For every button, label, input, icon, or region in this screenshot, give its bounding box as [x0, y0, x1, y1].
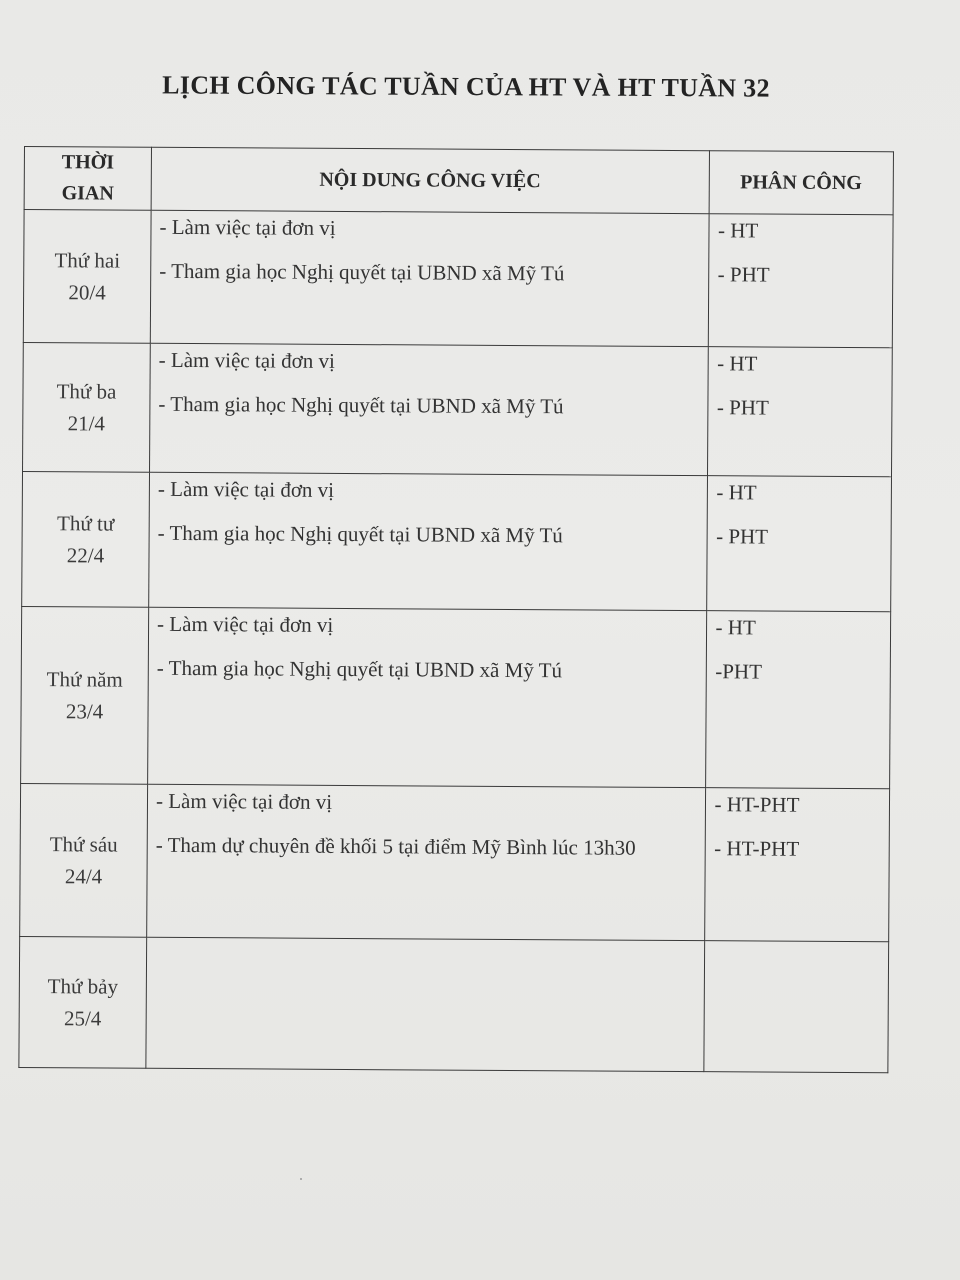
assignment-cell — [704, 788, 889, 942]
table-row — [22, 471, 892, 611]
time-cell — [19, 936, 147, 1068]
date-label: 24/4 — [64, 864, 103, 889]
day-label: Thứ sáu — [49, 832, 118, 857]
header-time-line1: THỜI — [61, 151, 115, 174]
schedule-table — [18, 146, 894, 1073]
assignee-item: - HT — [717, 218, 759, 243]
content-cell — [148, 607, 707, 787]
task-item: - Tham gia học Nghị quyết tại UBND xã Mỹ Tú — [156, 655, 563, 683]
content-cell — [150, 210, 708, 346]
paper-speck — [300, 1178, 302, 1180]
day-label: Thứ tư — [57, 511, 115, 536]
date-label: 20/4 — [68, 280, 106, 305]
task-item: - Làm việc tại đơn vị — [157, 476, 335, 502]
day-label: Thứ bảy — [47, 974, 119, 999]
assignment-cell — [705, 611, 891, 789]
table-row — [20, 783, 890, 941]
task-item: - Làm việc tại đơn vị — [159, 214, 336, 240]
assignee-item: - HT-PHT — [714, 836, 800, 861]
assignee-item: - HT — [715, 615, 756, 640]
task-item: - Tham dự chuyên đề khối 5 tại điểm Mỹ Bình lúc 13h30 — [155, 832, 636, 860]
day-label: Thứ ba — [56, 379, 117, 404]
header-time — [24, 147, 151, 211]
time-cell — [23, 342, 151, 472]
assignment-cell — [707, 347, 892, 477]
date-label: 25/4 — [63, 1006, 102, 1031]
assignee-item: - HT — [717, 351, 758, 376]
content-cell — [149, 472, 707, 610]
time-cell — [23, 210, 151, 344]
assignee-item: - PHT — [716, 395, 769, 420]
date-label: 23/4 — [65, 699, 104, 724]
assignment-cell — [708, 214, 893, 348]
table-row — [19, 936, 889, 1072]
time-cell — [22, 471, 150, 607]
task-item: - Làm việc tại đơn vị — [157, 611, 334, 637]
document-title: LỊCH CÔNG TÁC TUẦN CỦA HT VÀ HT TUẦN 32 — [162, 70, 770, 103]
assignee-item: - HT — [716, 480, 757, 505]
date-label: 22/4 — [66, 543, 105, 568]
assignee-item: - PHT — [716, 524, 769, 549]
task-item: - Làm việc tại đơn vị — [158, 347, 335, 373]
assignee-item: -PHT — [715, 659, 763, 684]
assignment-cell — [706, 476, 891, 612]
task-item: - Tham gia học Nghị quyết tại UBND xã Mỹ Tú — [157, 520, 563, 548]
header-assignment: PHÂN CÔNG — [709, 151, 894, 215]
task-item: - Tham gia học Nghị quyết tại UBND xã Mỹ Tú — [158, 391, 564, 419]
table-row — [23, 342, 893, 476]
task-item: - Tham gia học Nghị quyết tại UBND xã Mỹ Tú — [159, 258, 565, 286]
day-label: Thứ năm — [46, 667, 123, 692]
table-row — [23, 210, 893, 348]
task-item: - Làm việc tại đơn vị — [155, 788, 333, 814]
date-label: 21/4 — [67, 411, 106, 436]
assignee-item: - HT-PHT — [714, 792, 800, 817]
table-row — [21, 606, 891, 788]
day-label: Thứ hai — [54, 248, 121, 273]
content-cell — [147, 784, 705, 940]
time-cell — [20, 783, 148, 937]
assignee-item: - PHT — [717, 262, 770, 287]
assignment-cell — [703, 941, 888, 1073]
table-header-row — [24, 147, 893, 215]
content-cell — [150, 343, 708, 475]
header-content: NỘI DUNG CÔNG VIỆC — [151, 147, 709, 213]
time-cell — [21, 606, 149, 784]
content-cell — [146, 937, 704, 1071]
header-time-line2: GIAN — [61, 182, 114, 205]
